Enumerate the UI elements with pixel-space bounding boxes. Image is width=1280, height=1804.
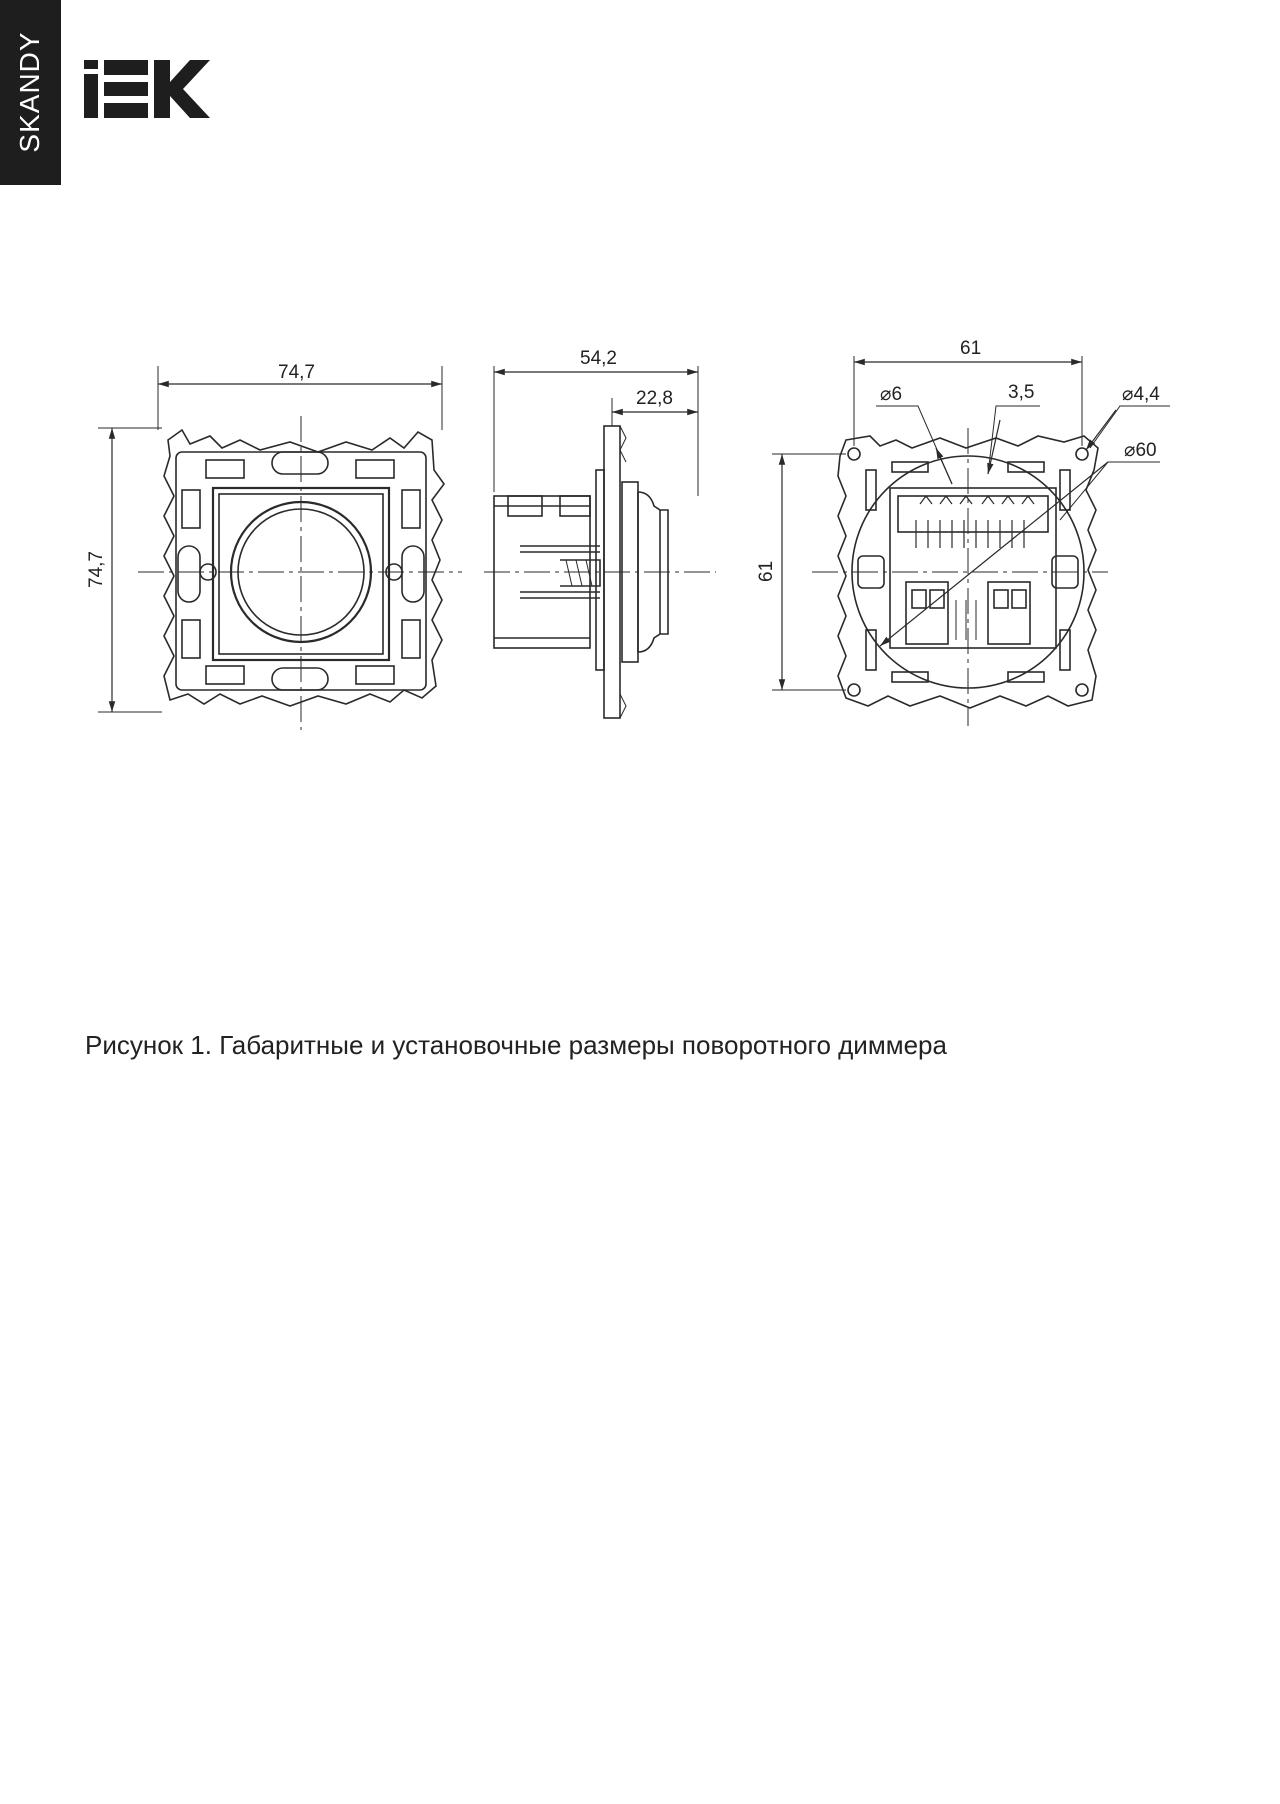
dim-side-part: 22,8: [636, 388, 673, 409]
figure-caption: Рисунок 1. Габаритные и установочные размеры поворотного диммера: [85, 1030, 947, 1060]
dim-front-width: 74,7: [278, 362, 315, 383]
dim-circle-60: ⌀60: [1124, 440, 1157, 461]
dim-side-depth: 54,2: [580, 348, 617, 369]
side-view: [494, 366, 698, 718]
front-centerlines: [138, 416, 462, 730]
dim-gap-3-5: 3,5: [1008, 382, 1035, 403]
dim-hole-4-4: ⌀4,4: [1122, 384, 1160, 405]
dim-hole-6: ⌀6: [880, 384, 903, 405]
dim-front-height: 74,7: [86, 551, 107, 588]
rear-view: [772, 356, 1170, 708]
dim-rear-width: 61: [960, 338, 982, 359]
front-view: [98, 366, 444, 712]
dim-rear-height: 61: [756, 560, 777, 582]
rear-centerlines: [812, 428, 1108, 726]
series-label: SKANDY: [14, 31, 45, 153]
